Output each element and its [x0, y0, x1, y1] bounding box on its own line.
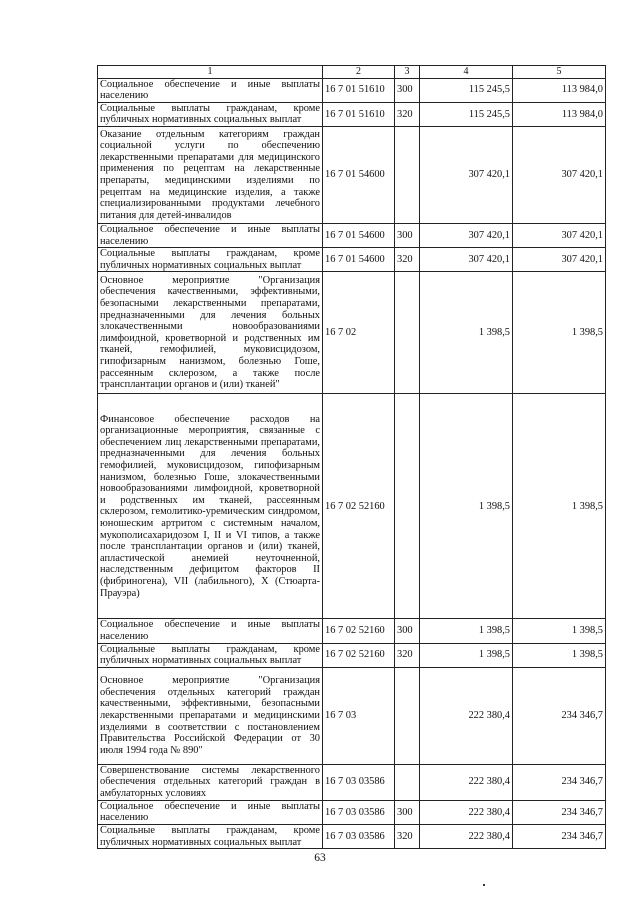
row-code-cell: 16 7 01 54600 [323, 126, 395, 223]
row-name-cell: Социальные выплаты гражданам, кроме публичных нормативных социальных выплат [98, 824, 323, 848]
header-cell: 4 [420, 66, 513, 79]
row-vr-cell [395, 764, 420, 800]
row-value-col4: 1 398,5 [420, 394, 513, 619]
row-name-cell: Социальные выплаты гражданам, кроме публичных нормативных социальных выплат [98, 248, 323, 272]
row-vr-cell: 320 [395, 102, 420, 126]
row-value-col5: 113 984,0 [513, 78, 606, 102]
table-row [98, 126, 606, 223]
row-value-col5: 234 346,7 [513, 824, 606, 848]
row-vr-cell: 300 [395, 78, 420, 102]
row-vr-cell: 320 [395, 824, 420, 848]
row-value-col4: 1 398,5 [420, 643, 513, 667]
row-value-col5: 1 398,5 [513, 394, 606, 619]
scan-speck [483, 884, 485, 886]
row-name-cell: Социальное обеспечение и иные выплаты населению [98, 800, 323, 824]
page-number: 63 [314, 852, 326, 864]
row-value-col5: 1 398,5 [513, 272, 606, 394]
row-value-col5: 1 398,5 [513, 619, 606, 643]
row-value-col4: 307 420,1 [420, 223, 513, 247]
row-name-cell: Финансовое обеспечение расходов на организационные мероприятия, связанные с обеспечением лиц лекарственными препаратами, предназначенными для лечения больных гемофилией, муковисцидозом, гипофизарным нанизмом, болезнью Гоше, злокачественными новообразованиями лимфоидной, кроветворной и родственных им тканей, рассеянным склерозом, гемолитико-уремическим синдромом, юношеским артритом с системным началом, мукополисахаридозом I, II и VI типов, а также после трансплантации органов и (или) тканей, апластической анемией неуточненной, наследственным дефицитом факторов II (фибриногена), VII (лабильного), X (Стюарта-Прауэра) [98, 394, 323, 619]
row-code-cell: 16 7 03 03586 [323, 800, 395, 824]
row-value-col5: 1 398,5 [513, 643, 606, 667]
row-code-cell: 16 7 02 52160 [323, 643, 395, 667]
table-body [98, 66, 606, 849]
row-vr-cell: 300 [395, 223, 420, 247]
row-value-col4: 222 380,4 [420, 764, 513, 800]
header-cell: 1 [98, 66, 323, 79]
row-vr-cell [395, 272, 420, 394]
table-row [98, 272, 606, 394]
row-value-col4: 222 380,4 [420, 800, 513, 824]
table-row [98, 764, 606, 800]
row-code-cell: 16 7 01 54600 [323, 248, 395, 272]
row-name-cell: Социальное обеспечение и иные выплаты населению [98, 78, 323, 102]
table-row [98, 619, 606, 643]
row-value-col5: 234 346,7 [513, 667, 606, 764]
row-code-cell: 16 7 01 54600 [323, 223, 395, 247]
table-row [98, 800, 606, 824]
row-name-cell: Основное мероприятие "Организация обеспечения качественными, эффективными, безопасными лекарственными препаратами, предназначенными для лечения больных злокачественными новообразованиями лимфоидной, кроветворной и родственных им тканей, гемофилией, муковисцидозом, гипофизарным нанизмом, болезнью Гоше, рассеянным склерозом, а также после трансплантации органов и (или) тканей" [98, 272, 323, 394]
header-cell: 2 [323, 66, 395, 79]
row-value-col5: 234 346,7 [513, 800, 606, 824]
row-value-col5: 307 420,1 [513, 248, 606, 272]
row-name-cell: Социальные выплаты гражданам, кроме публичных нормативных социальных выплат [98, 643, 323, 667]
row-value-col4: 1 398,5 [420, 619, 513, 643]
row-value-col4: 1 398,5 [420, 272, 513, 394]
row-vr-cell [395, 667, 420, 764]
row-vr-cell: 320 [395, 643, 420, 667]
row-value-col4: 222 380,4 [420, 824, 513, 848]
table-row [98, 248, 606, 272]
table-row [98, 78, 606, 102]
row-code-cell: 16 7 02 52160 [323, 394, 395, 619]
table-row [98, 824, 606, 848]
row-code-cell: 16 7 03 03586 [323, 824, 395, 848]
table-row [98, 102, 606, 126]
table-row [98, 667, 606, 764]
row-value-col5: 307 420,1 [513, 223, 606, 247]
row-value-col4: 115 245,5 [420, 78, 513, 102]
row-vr-cell: 300 [395, 619, 420, 643]
row-vr-cell [395, 126, 420, 223]
row-value-col5: 113 984,0 [513, 102, 606, 126]
row-vr-cell: 300 [395, 800, 420, 824]
table-row [98, 643, 606, 667]
row-value-col4: 307 420,1 [420, 248, 513, 272]
row-name-cell: Социальное обеспечение и иные выплаты населению [98, 223, 323, 247]
row-name-cell: Социальные выплаты гражданам, кроме публичных нормативных социальных выплат [98, 102, 323, 126]
table-row [98, 394, 606, 619]
row-name-cell: Совершенствование системы лекарственного обеспечения отдельных категорий граждан в амбулаторных условиях [98, 764, 323, 800]
budget-table [97, 65, 606, 849]
row-code-cell: 16 7 03 03586 [323, 764, 395, 800]
row-value-col5: 307 420,1 [513, 126, 606, 223]
header-cell: 3 [395, 66, 420, 79]
row-code-cell: 16 7 01 51610 [323, 102, 395, 126]
row-code-cell: 16 7 01 51610 [323, 78, 395, 102]
table-header-row [98, 66, 606, 79]
row-value-col4: 307 420,1 [420, 126, 513, 223]
row-value-col5: 234 346,7 [513, 764, 606, 800]
row-name-cell: Оказание отдельным категориям граждан социальной услуги по обеспечению лекарственными препаратами для медицинского применения по рецептам на лекарственные препараты, медицинскими изделиями по рецептам на медицинские изделия, а также специализированными продуктами лечебного питания для детей-инвалидов [98, 126, 323, 223]
row-code-cell: 16 7 02 [323, 272, 395, 394]
header-cell: 5 [513, 66, 606, 79]
row-name-cell: Социальное обеспечение и иные выплаты населению [98, 619, 323, 643]
table-row [98, 223, 606, 247]
row-vr-cell [395, 394, 420, 619]
row-value-col4: 222 380,4 [420, 667, 513, 764]
row-code-cell: 16 7 03 [323, 667, 395, 764]
row-value-col4: 115 245,5 [420, 102, 513, 126]
row-vr-cell: 320 [395, 248, 420, 272]
row-name-cell: Основное мероприятие "Организация обеспечения отдельных категорий граждан качественными, эффективными, безопасными лекарственными препаратами и медицинскими изделиями в соответствии с постановлением Правительства Российской Федерации от 30 июля 1994 года № 890" [98, 667, 323, 764]
row-code-cell: 16 7 02 52160 [323, 619, 395, 643]
